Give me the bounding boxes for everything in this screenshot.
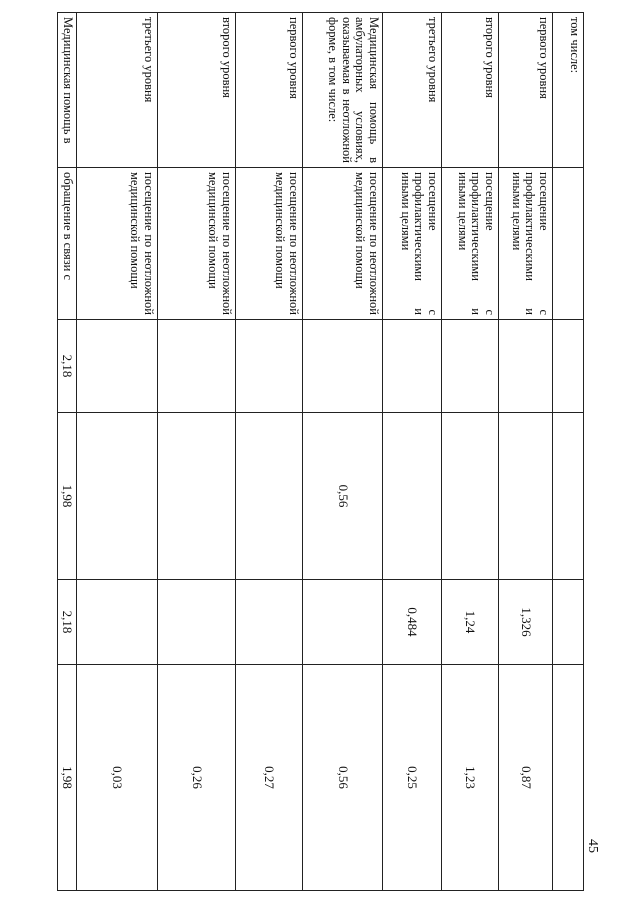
row-label: второго уровня xyxy=(158,13,236,168)
cell-value: 0,27 xyxy=(236,665,303,891)
table-row xyxy=(158,13,236,891)
data-table xyxy=(57,12,584,891)
cell-value: 0,87 xyxy=(499,665,553,891)
cell-value: 0,25 xyxy=(383,665,442,891)
row-unit: посещение по неотложной медицинской помощи xyxy=(77,168,158,320)
cell-value xyxy=(236,413,303,580)
row-label: Медицинская помощь в xyxy=(57,13,76,168)
cell-value: 0,56 xyxy=(303,665,383,891)
cell-value xyxy=(158,413,236,580)
row-label: первого уровня xyxy=(499,13,553,168)
cell-value: 2,18 xyxy=(57,580,76,665)
table-row xyxy=(499,13,553,891)
row-label: второго уровня xyxy=(442,13,499,168)
table-row xyxy=(236,13,303,891)
row-unit: посещение с профилактическими и иными целями xyxy=(499,168,553,320)
row-unit: обращение в связи с xyxy=(57,168,76,320)
cell-value: 0,484 xyxy=(383,580,442,665)
cell-value: 1,98 xyxy=(57,665,76,891)
row-unit: посещение по неотложной медицинской помощи xyxy=(303,168,383,320)
row-unit xyxy=(553,168,584,320)
row-label: Медицинская помощь в амбулаторных условиях, оказываемая в неотложной форме, в том числе: xyxy=(303,13,383,168)
row-unit: посещение с профилактическими и иными целями xyxy=(383,168,442,320)
cell-value xyxy=(383,413,442,580)
cell-value: 1,326 xyxy=(499,580,553,665)
row-unit: посещение с профилактическими и иными целями xyxy=(442,168,499,320)
row-label: третьего уровня xyxy=(383,13,442,168)
row-label: первого уровня xyxy=(236,13,303,168)
cell-value: 1,24 xyxy=(442,580,499,665)
cell-value xyxy=(77,413,158,580)
table-row xyxy=(57,13,76,891)
cell-value xyxy=(303,580,383,665)
cell-value xyxy=(499,413,553,580)
page-number: 45 xyxy=(585,839,600,853)
table-row xyxy=(553,13,584,891)
cell-value xyxy=(303,320,383,413)
cell-value xyxy=(553,580,584,665)
table-row xyxy=(303,13,383,891)
row-label: третьего уровня xyxy=(77,13,158,168)
row-label: том числе: xyxy=(553,13,584,168)
cell-value: 2,18 xyxy=(57,320,76,413)
row-unit: посещение по неотложной медицинской помощи xyxy=(236,168,303,320)
cell-value: 0,56 xyxy=(303,413,383,580)
cell-value xyxy=(158,320,236,413)
cell-value xyxy=(158,580,236,665)
cell-value xyxy=(442,413,499,580)
row-unit: посещение по неотложной медицинской помощи xyxy=(158,168,236,320)
table-row xyxy=(442,13,499,891)
cell-value xyxy=(553,413,584,580)
cell-value xyxy=(236,320,303,413)
table-row xyxy=(383,13,442,891)
cell-value xyxy=(499,320,553,413)
cell-value xyxy=(236,580,303,665)
cell-value: 1,98 xyxy=(57,413,76,580)
cell-value: 0,26 xyxy=(158,665,236,891)
cell-value xyxy=(77,320,158,413)
cell-value: 0,03 xyxy=(77,665,158,891)
cell-value xyxy=(553,665,584,891)
cell-value xyxy=(442,320,499,413)
cell-value xyxy=(77,580,158,665)
rotated-table-container xyxy=(60,12,584,890)
cell-value xyxy=(383,320,442,413)
cell-value: 1,23 xyxy=(442,665,499,891)
table-row xyxy=(77,13,158,891)
cell-value xyxy=(553,320,584,413)
